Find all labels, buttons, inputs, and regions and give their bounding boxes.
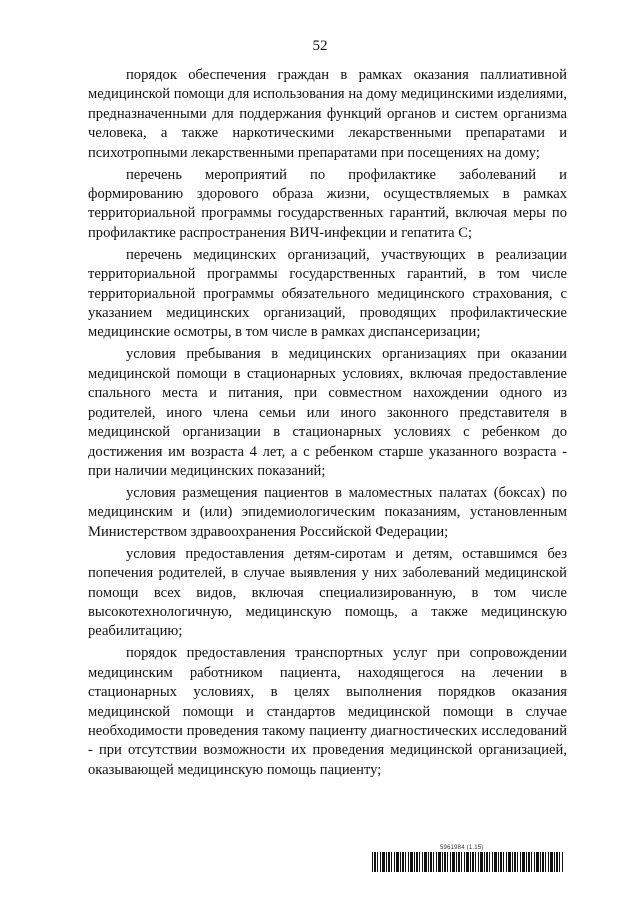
paragraph-medical-organizations-list: перечень медицинских организаций, участвующих в реализации территориальной программы государственных гарантий, в том числе территориальной программы обязательного медицинского страхования, с указанием медицинских организаций, проводящих профилактические медицинские осмотры, в том числе в рамках диспансеризации;: [88, 246, 567, 341]
paragraph-palliative-care: порядок обеспечения граждан в рамках оказания паллиативной медицинской помощи для использования на дому медицинскими изделиями, предназначенными для поддержания функций органов и систем организма человека, а также наркотическими лекарственными препаратами и психотропными лекарственными препаратами при посещениях на дому;: [88, 67, 567, 161]
barcode: [372, 852, 564, 872]
paragraph-prevention-measures: перечень мероприятий по профилактике заболеваний и формированию здорового образа жизни, осуществляемых в рамках территориальной программы государственных гарантий, включая меры по профилактике распространения ВИЧ-инфекции и гепатита С;: [88, 166, 567, 241]
paragraph-small-wards: условия размещения пациентов в маломестных палатах (боксах) по медицинским и (или) эпидемиологическим показаниям, установленным Министерством здравоохранения Российской Федерации;: [88, 484, 567, 540]
paragraph-inpatient-conditions: условия пребывания в медицинских организациях при оказании медицинской помощи в стационарных условиях, включая предоставление спального места и питания, при совместном нахождении одного из родителей, иного члена семьи или иного законного представителя в медицинской организации в стационарных условиях с ребенком до достижения им возраста 4 лет, а с ребенком старше указанного возраста - при наличии медицинских показаний;: [88, 346, 567, 479]
document-code: 5961984 (1.15): [440, 845, 484, 851]
paragraph-transport-services: порядок предоставления транспортных услуг при сопровождении медицинским работником пациента, находящегося на лечении в стационарных условиях, в целях выполнения порядков оказания медицинской помощи и стандартов медицинской помощи в случае необходимости проведения такому пациенту диагностических исследований - при отсутствии возможности их проведения медицинской организацией, оказывающей медицинскую помощь пациенту;: [88, 645, 567, 778]
document-body: [88, 66, 567, 783]
paragraph-orphans-care: условия предоставления детям-сиротам и детям, оставшимся без попечения родителей, в случае выявления у них заболеваний медицинской помощи всех видов, включая специализированную, в том числе высокотехнологичную, медицинскую помощь, а также медицинскую реабилитацию;: [88, 545, 567, 640]
page-number: 52: [312, 38, 328, 54]
